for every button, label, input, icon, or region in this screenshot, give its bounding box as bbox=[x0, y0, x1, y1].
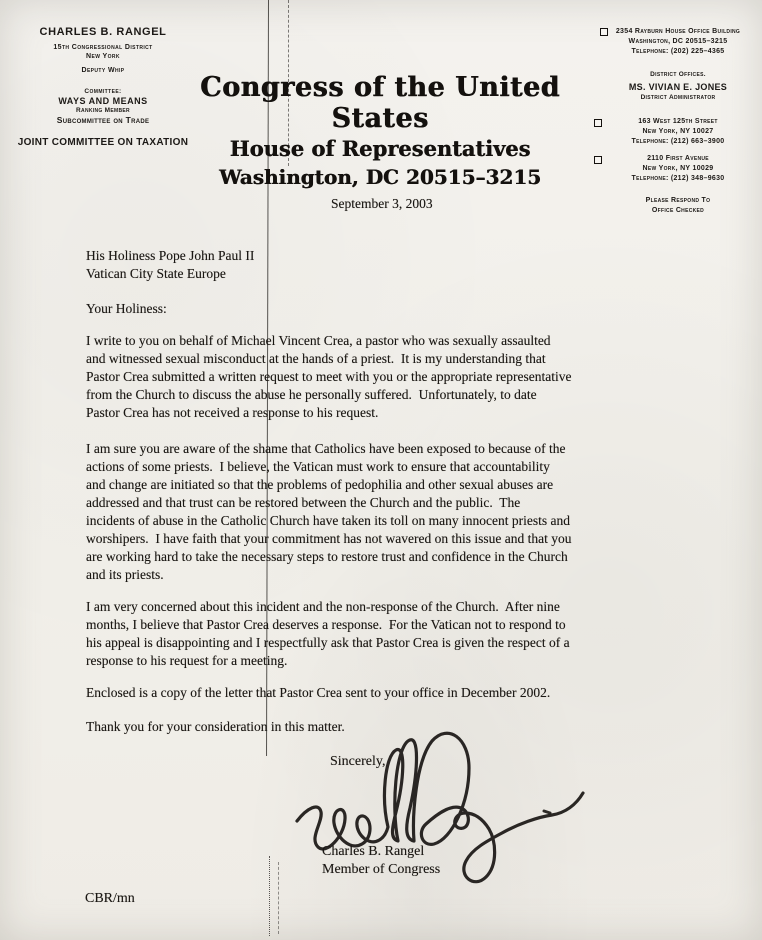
paragraph-line: I am sure you are aware of the shame that Catholics have been exposed to because of the bbox=[86, 441, 566, 456]
letterhead-center bbox=[165, 72, 595, 189]
committee-label: Committee: bbox=[84, 88, 122, 95]
paragraph-line: are working hard to take the necessary steps to restore trust and confidence in the Church bbox=[86, 549, 568, 564]
joint-committee-name: JOINT COMMITTEE ON TAXATION bbox=[17, 137, 189, 148]
paragraph-line: and change are initiated so that the problems of pedophilia and other sexual abuses are bbox=[86, 477, 554, 492]
paragraph-line: Enclosed is a copy of the letter that Pastor Crea sent to your office in December 2002. bbox=[86, 685, 551, 700]
office-checkbox-icon bbox=[594, 119, 602, 127]
office-dc bbox=[590, 27, 762, 57]
respond-note-line: Please Respond To bbox=[645, 197, 711, 204]
signer-title: Member of Congress bbox=[322, 862, 441, 877]
district-state: New York bbox=[86, 53, 120, 60]
signer-name: Charles B. Rangel bbox=[322, 844, 425, 859]
office-address-line: 2110 First Avenue bbox=[647, 155, 709, 162]
member-name: CHARLES B. RANGEL bbox=[39, 26, 167, 38]
salutation-text: Your Holiness: bbox=[86, 301, 167, 316]
paragraph-3 bbox=[86, 598, 570, 670]
office-phone: Telephone: (202) 225–4365 bbox=[631, 48, 725, 55]
district-administrator-name: MS. VIVIAN E. JONES bbox=[628, 82, 728, 92]
paragraph-1 bbox=[86, 332, 571, 422]
paragraph-line: Pastor Crea submitted a written request to meet with you or the appropriate representative bbox=[86, 369, 572, 384]
recipient-address bbox=[86, 247, 254, 283]
paragraph-line: actions of some priests. I believe, the Vatican must work to ensure that accountability bbox=[86, 459, 550, 474]
office-125th bbox=[590, 117, 762, 147]
paragraph-line: Pastor Crea has not received a response to his request. bbox=[86, 405, 379, 420]
paragraph-line: I am very concerned about this incident and the non-response of the Church. After nine bbox=[86, 599, 560, 614]
office-first-ave bbox=[590, 154, 762, 184]
paragraph-line: Thank you for your consideration in this matter. bbox=[86, 719, 345, 734]
paragraph-line: incidents of abuse in the Catholic Church have taken its toll on many innocent priests and bbox=[86, 513, 571, 528]
fold-line-bottom-dashed bbox=[278, 862, 279, 934]
office-phone: Telephone: (212) 663–3900 bbox=[631, 138, 725, 145]
office-address-line: 2354 Rayburn House Office Building bbox=[615, 28, 741, 35]
masthead-line2: House of Representatives bbox=[229, 136, 531, 161]
paragraph-line: from the Church to discuss the abuse he personally suffered. Unfortunately, to date bbox=[86, 387, 537, 402]
office-phone: Telephone: (212) 348–9630 bbox=[631, 175, 725, 182]
paragraph-line: addressed and that trust can be restored between the Church and the public. The bbox=[86, 495, 521, 510]
district-line: 15th Congressional District bbox=[53, 44, 153, 51]
subcommittee-name: Subcommittee on Trade bbox=[56, 115, 150, 125]
paragraph-line: his appeal is disappointing and I respectfully ask that Pastor Crea is given the respect of a bbox=[86, 635, 570, 650]
paragraph-4 bbox=[86, 684, 550, 702]
paragraph-line: and witnessed sexual misconduct at the hands of a priest. It is my understanding that bbox=[86, 351, 546, 366]
office-checkbox-icon bbox=[600, 28, 608, 36]
office-address-line: New York, NY 10029 bbox=[642, 165, 714, 172]
committee-rank: Ranking Member bbox=[76, 107, 130, 114]
paragraph-line: I write to you on behalf of Michael Vincent Crea, a pastor who was sexually assaulted bbox=[86, 333, 551, 348]
office-checkbox-icon bbox=[594, 156, 602, 164]
office-address-line: New York, NY 10027 bbox=[642, 128, 714, 135]
signature-icon bbox=[293, 720, 603, 895]
office-address-line: Washington, DC 20515–3215 bbox=[628, 38, 728, 45]
masthead-line3: Washington, DC 20515–3215 bbox=[218, 165, 542, 189]
committee-name: WAYS AND MEANS bbox=[58, 96, 148, 106]
member-role: Deputy Whip bbox=[81, 67, 125, 74]
district-administrator-title: District Administrator bbox=[640, 94, 716, 101]
paragraph-2 bbox=[86, 440, 572, 584]
paragraph-line: response to his request for a meeting. bbox=[86, 653, 288, 668]
recipient-line: Vatican City State Europe bbox=[86, 266, 226, 281]
salutation bbox=[86, 300, 167, 318]
respond-note-line: Office Checked bbox=[651, 207, 705, 214]
fold-line-bottom-dotted bbox=[269, 856, 270, 936]
recipient-line: His Holiness Pope John Paul II bbox=[86, 248, 255, 263]
closing-word: Sincerely, bbox=[330, 754, 386, 769]
reference-initials: CBR/mn bbox=[85, 891, 135, 906]
paragraph-line: worshipers. I have faith that your commitment has not wavered on this issue and that you bbox=[86, 531, 572, 546]
masthead-line1: Congress of the United States bbox=[200, 72, 560, 134]
district-offices-label: District Offices. bbox=[650, 71, 706, 78]
office-address-line: 163 West 125th Street bbox=[638, 118, 718, 125]
paragraph-line: and its priests. bbox=[86, 567, 164, 582]
letterhead-right bbox=[590, 27, 762, 216]
paragraph-line: months, I believe that Pastor Crea deserves a response. For the Vatican not to respond to bbox=[86, 617, 566, 632]
date-line: September 3, 2003 bbox=[331, 196, 433, 211]
